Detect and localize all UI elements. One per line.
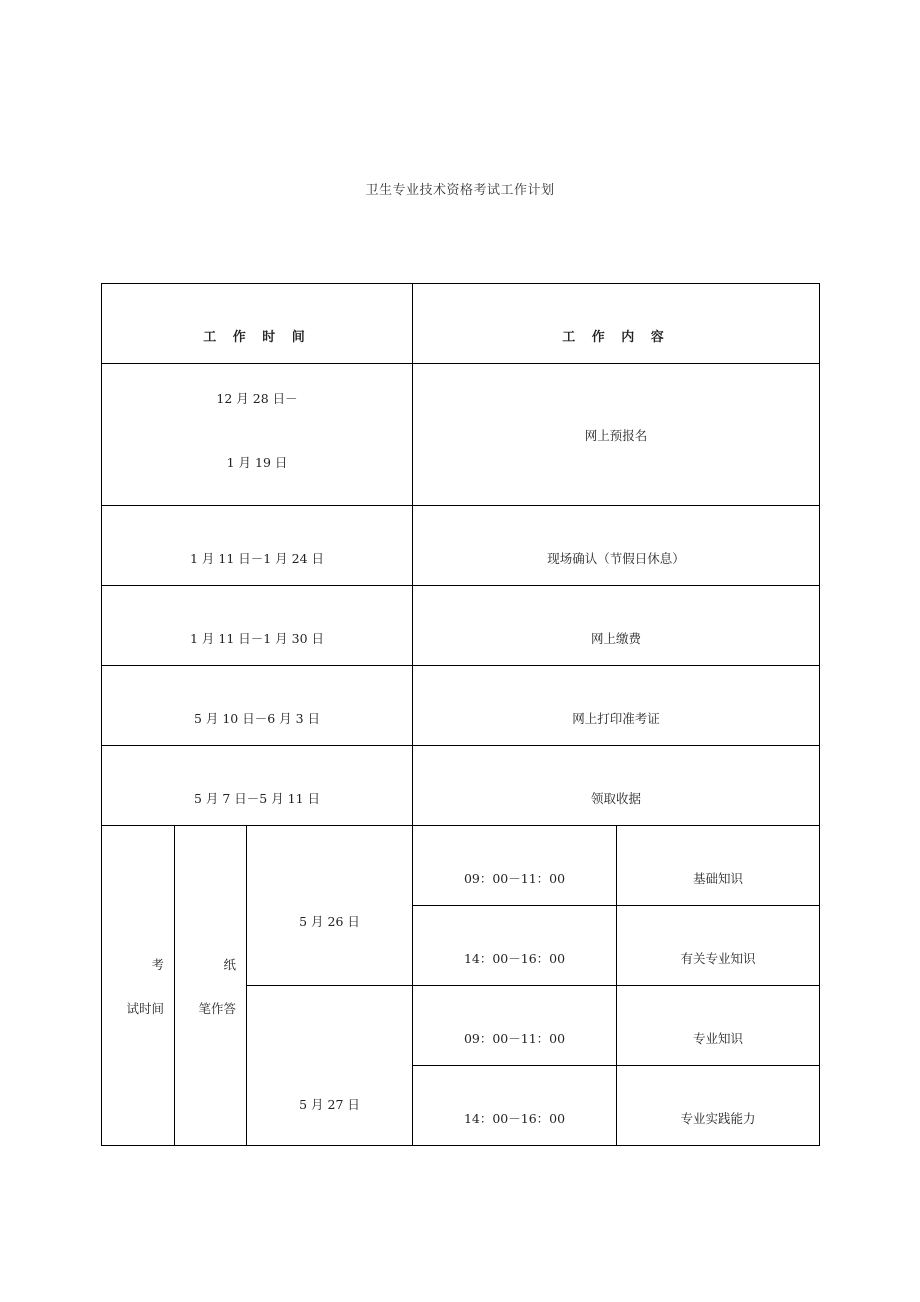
table-row xyxy=(102,586,820,666)
exam-session-row xyxy=(102,826,820,906)
header-work-time: 工 作 时 间 xyxy=(102,284,413,364)
exam-date-cell: 5 月 27 日 xyxy=(247,986,413,1146)
header-work-content: 工 作 内 容 xyxy=(413,284,820,364)
row-time-cell xyxy=(102,364,413,506)
row-time-cell: 5 月 7 日－5 月 11 日 xyxy=(102,746,413,826)
work-plan-table xyxy=(101,283,820,1146)
exam-time-label-cell xyxy=(102,826,175,1146)
session-subject-cell: 专业知识 xyxy=(617,986,820,1066)
document-title: 卫生专业技术资格考试工作计划 xyxy=(365,183,555,198)
session-subject-cell: 基础知识 xyxy=(617,826,820,906)
table-row xyxy=(102,364,820,506)
session-time-cell: 09：00－11：00 xyxy=(413,826,617,906)
table-row xyxy=(102,666,820,746)
exam-label-line-2: 试时间 xyxy=(126,1000,164,1016)
table-row xyxy=(102,746,820,826)
row-time-cell: 1 月 11 日－1 月 24 日 xyxy=(102,506,413,586)
session-time-cell: 09：00－11：00 xyxy=(413,986,617,1066)
exam-date-cell: 5 月 26 日 xyxy=(247,826,413,986)
row-content-cell: 网上预报名 xyxy=(413,364,820,506)
time-line-2: 1 月 19 日 xyxy=(226,454,288,470)
table-row xyxy=(102,506,820,586)
session-time-cell: 14：00－16：00 xyxy=(413,1066,617,1146)
session-subject-cell: 专业实践能力 xyxy=(617,1066,820,1146)
row-time-cell: 5 月 10 日－6 月 3 日 xyxy=(102,666,413,746)
exam-mode-cell xyxy=(175,826,247,1146)
row-content-cell: 网上缴费 xyxy=(413,586,820,666)
exam-mode-line-1: 纸 xyxy=(223,956,236,972)
row-time-cell: 1 月 11 日－1 月 30 日 xyxy=(102,586,413,666)
row-content-cell: 现场确认（节假日休息） xyxy=(413,506,820,586)
session-subject-cell: 有关专业知识 xyxy=(617,906,820,986)
exam-label-line-1: 考 xyxy=(151,956,164,972)
row-content-cell: 网上打印准考证 xyxy=(413,666,820,746)
time-line-1: 12 月 28 日－ xyxy=(216,390,298,406)
table-header-row xyxy=(102,284,820,364)
exam-mode-line-2: 笔作答 xyxy=(198,1000,236,1016)
row-content-cell: 领取收据 xyxy=(413,746,820,826)
session-time-cell: 14：00－16：00 xyxy=(413,906,617,986)
